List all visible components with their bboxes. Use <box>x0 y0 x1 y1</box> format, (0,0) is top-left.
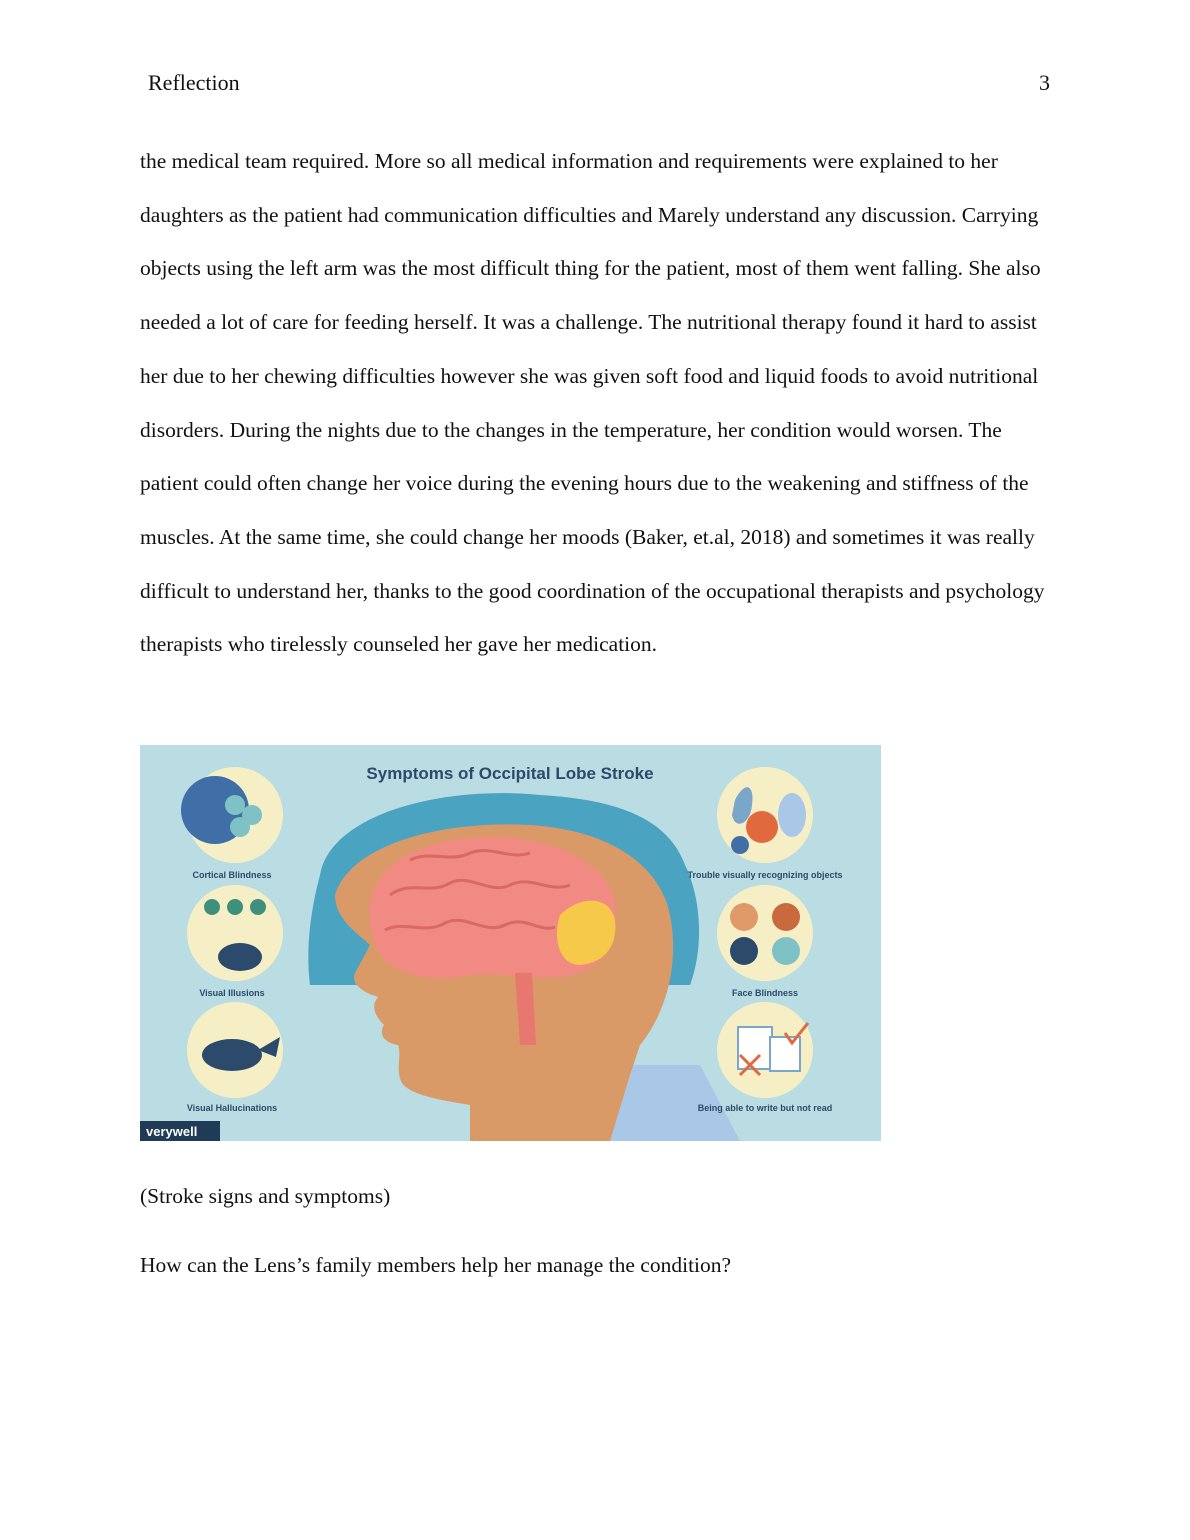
object-recognition-icon <box>717 767 813 863</box>
section-question: How can the Lens’s family members help her manage the condition? <box>140 1253 732 1277</box>
face-blindness-icon <box>717 885 813 981</box>
verywell-logo <box>140 1121 220 1141</box>
symptom-label-visual-illusions: Visual Illusions <box>199 988 265 998</box>
symptom-label-visual-hallucinations: Visual Hallucinations <box>186 1103 278 1113</box>
visual-illusions-icon <box>187 885 283 981</box>
brand-logo-text: verywell <box>146 1124 198 1139</box>
body-paragraph: the medical team required. More so all medical information and requirements were explained to her daughters as the patient had communication difficulties and Marely understand any discussion. Carrying objects using the left arm was the most difficult thing for the patient, most of them went falling. She also needed a lot of care for feeding herself. It was a challenge. The nutritional therapy found it hard to assist her due to her chewing difficulties however she was given soft food and liquid foods to avoid nutritional disorders. During the nights due to the changes in the temperature, her condition would worsen. The patient could often change her voice during the evening hours due to the weakening and stiffness of the muscles. At the same time, she could change her moods (Baker, et.al, 2018) and sometimes it was really difficult to understand her, thanks to the good coordination of the occupational therapists and psychology therapists who tirelessly counseled her gave her medication. <box>140 149 1045 657</box>
symptom-label-cortical-blindness: Cortical Blindness <box>192 870 272 880</box>
symptom-label-face-blindness: Face Blindness <box>731 988 799 998</box>
symptom-label-object-recognition: Trouble visually recognizing objects <box>687 870 843 880</box>
write-not-read-icon <box>717 1002 813 1098</box>
infographic-title: Symptoms of Occipital Lobe Stroke <box>366 764 654 783</box>
running-head: Reflection <box>148 70 240 95</box>
stroke-infographic <box>140 745 881 1141</box>
visual-hallucinations-icon <box>187 1002 283 1098</box>
figure-caption: (Stroke signs and symptoms) <box>140 1184 391 1208</box>
page-number: 3 <box>1039 70 1050 95</box>
infographic-illustration <box>140 745 881 1141</box>
symptom-label-write-not-read: Being able to write but not read <box>697 1103 833 1113</box>
